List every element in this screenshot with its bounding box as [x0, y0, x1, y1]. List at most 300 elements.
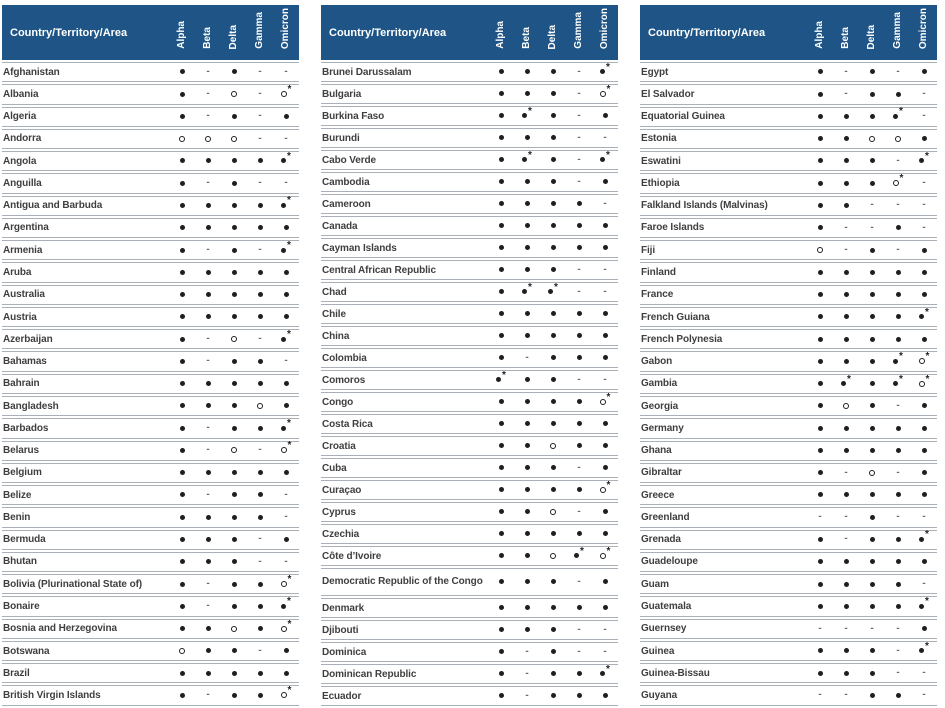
dash-icon: -: [284, 65, 288, 77]
variant-status-cell: [885, 84, 911, 104]
variant-status-symbol: [232, 376, 237, 392]
variant-status-cell: [885, 374, 911, 394]
variant-status-symbol: [818, 487, 823, 503]
variant-status-symbol: [499, 394, 504, 410]
dash-icon: -: [258, 444, 262, 456]
dash-icon: -: [206, 600, 210, 612]
variant-status-cell: [566, 598, 592, 618]
filled-dot-icon: [844, 136, 849, 141]
variant-status-symbol: [896, 509, 899, 525]
variant-status-symbol: [603, 644, 606, 660]
variant-status-cell: [833, 685, 859, 706]
country-name-cell: [640, 329, 807, 349]
variant-status-symbol: [180, 64, 185, 80]
variant-status-symbol: [844, 354, 849, 370]
filled-dot-icon: [232, 114, 237, 119]
country-column-header: Country/Territory/Area: [640, 5, 807, 60]
variant-status-symbol: [206, 643, 211, 659]
variant-status-cell: [195, 418, 221, 438]
variant-status-symbol: [522, 149, 532, 168]
variant-status-symbol: [232, 465, 237, 481]
variant-status-symbol: [206, 420, 209, 436]
variant-status-symbol: [818, 265, 823, 281]
variant-status-symbol: [281, 596, 291, 615]
variant-status-symbol: [600, 149, 610, 168]
variant-status-cell: [592, 370, 618, 390]
country-name-cell: [2, 307, 169, 327]
country-name: British Virgin Islands: [3, 690, 101, 702]
table-row: [321, 282, 618, 302]
variant-status-symbol: [869, 465, 875, 481]
filled-dot-icon: [919, 158, 924, 163]
variant-status-cell: [540, 524, 566, 544]
variant-status-cell: [911, 129, 937, 149]
country-name: French Polynesia: [641, 333, 723, 345]
filled-dot-icon: [844, 671, 849, 676]
filled-dot-icon: [499, 245, 504, 250]
variant-status-cell: [247, 218, 273, 238]
filled-dot-icon: [180, 292, 185, 297]
variant-status-cell: [540, 106, 566, 126]
variant-status-cell: [807, 574, 833, 594]
filled-dot-icon: [232, 314, 237, 319]
variant-status-cell: [859, 552, 885, 572]
dash-icon: -: [577, 645, 581, 657]
filled-dot-icon: [870, 403, 875, 408]
variant-status-cell: [540, 414, 566, 434]
variant-status-cell: [592, 598, 618, 618]
country-name: Greece: [641, 489, 675, 501]
variant-status-cell: [833, 574, 859, 594]
variant-status-cell: [488, 172, 514, 192]
variant-status-cell: [169, 84, 195, 104]
variant-status-cell: [885, 619, 911, 639]
dash-icon: -: [818, 622, 822, 634]
filled-dot-icon: [206, 470, 211, 475]
variant-status-symbol: [896, 220, 901, 236]
variant-column-header-omicron: [911, 5, 937, 60]
variant-status-symbol: [180, 198, 185, 214]
variant-status-symbol: [550, 548, 556, 564]
variant-status-symbol: [232, 420, 237, 436]
table-row: [2, 596, 299, 616]
filled-dot-icon: [499, 179, 504, 184]
variant-status-cell: [195, 351, 221, 371]
table-row: [2, 663, 299, 683]
variant-column-header-alpha: [488, 5, 514, 60]
variant-status-cell: [833, 485, 859, 505]
filled-dot-icon: [818, 559, 823, 564]
variant-status-cell: [514, 62, 540, 82]
variant-column-header-gamma: [566, 5, 592, 60]
country-name-cell: [321, 524, 488, 544]
variant-status-cell: [566, 304, 592, 324]
variant-status-cell: [833, 240, 859, 260]
variant-status-symbol: [258, 576, 263, 592]
variant-status-symbol: [284, 265, 289, 281]
open-dot-icon: [869, 136, 875, 142]
variant-status-cell: [195, 530, 221, 550]
variant-status-symbol: [180, 420, 185, 436]
variant-status-cell: [833, 351, 859, 371]
variant-status-symbol: [870, 109, 875, 125]
variant-status-symbol: [499, 108, 504, 124]
variant-status-cell: [221, 240, 247, 260]
variant-status-cell: [195, 619, 221, 639]
country-name: Central African Republic: [322, 264, 436, 276]
variant-label: Alpha: [495, 21, 506, 49]
country-name: Dominican Republic: [322, 668, 417, 680]
variant-status-cell: [592, 664, 618, 684]
variant-status-cell: [885, 441, 911, 461]
variant-status-cell: [540, 172, 566, 192]
dash-icon: -: [206, 88, 210, 100]
asterisk-mark: *: [925, 150, 929, 162]
table-row: [321, 480, 618, 500]
filled-dot-icon: [603, 443, 608, 448]
country-name-cell: [640, 196, 807, 216]
variant-status-symbol: [551, 372, 556, 388]
variant-status-cell: [540, 436, 566, 456]
variant-status-cell: [221, 62, 247, 82]
variant-status-cell: [592, 84, 618, 104]
filled-dot-icon: [180, 158, 185, 163]
variant-column-header-omicron: [273, 5, 299, 60]
table-row: [2, 507, 299, 527]
asterisk-mark: *: [899, 373, 903, 385]
variant-status-symbol: [281, 420, 291, 436]
variant-status-cell: [566, 546, 592, 566]
variant-status-cell: [885, 396, 911, 416]
filled-dot-icon: [180, 337, 185, 342]
variant-column-header-beta: [833, 5, 859, 60]
variant-status-cell: [859, 84, 885, 104]
variant-status-cell: [273, 396, 299, 416]
open-dot-icon: [231, 91, 237, 97]
open-dot-icon: [600, 399, 606, 405]
variant-status-symbol: [551, 644, 556, 660]
variant-status-symbol: [896, 242, 899, 258]
filled-dot-icon: [525, 333, 530, 338]
variant-status-cell: [859, 685, 885, 706]
variant-status-cell: [566, 150, 592, 170]
variant-status-cell: [807, 507, 833, 527]
variant-status-cell: [592, 436, 618, 456]
variant-status-cell: [195, 262, 221, 282]
dash-icon: -: [577, 373, 581, 385]
filled-dot-icon: [577, 355, 582, 360]
variant-status-symbol: [551, 174, 556, 190]
dash-icon: -: [603, 131, 607, 143]
variant-status-symbol: [818, 665, 823, 681]
table-row: [640, 173, 937, 193]
filled-dot-icon: [525, 201, 530, 206]
variant-status-symbol: [525, 350, 528, 366]
filled-dot-icon: [258, 314, 263, 319]
variant-status-cell: [911, 218, 937, 238]
filled-dot-icon: [496, 377, 501, 382]
header-row: [321, 5, 618, 60]
variant-status-symbol: [206, 465, 211, 481]
variant-status-cell: [566, 370, 592, 390]
filled-dot-icon: [818, 492, 823, 497]
variant-status-cell: [859, 396, 885, 416]
variant-status-symbol: [496, 369, 506, 388]
country-variant-table-2: [321, 3, 618, 708]
variant-label: Beta: [202, 27, 213, 49]
variant-status-cell: [273, 151, 299, 171]
variant-column-header-delta: [540, 5, 566, 60]
variant-status-symbol: [919, 596, 929, 615]
country-name-cell: [321, 502, 488, 522]
variant-status-symbol: [206, 599, 209, 615]
table-row: [640, 285, 937, 305]
filled-dot-icon: [551, 311, 556, 316]
variant-status-symbol: [844, 465, 847, 481]
dash-icon: -: [844, 511, 848, 523]
filled-dot-icon: [922, 626, 927, 631]
asterisk-mark: *: [925, 306, 929, 318]
filled-dot-icon: [922, 337, 927, 342]
filled-dot-icon: [232, 559, 237, 564]
variant-status-cell: [833, 552, 859, 572]
filled-dot-icon: [499, 91, 504, 96]
variant-status-symbol: [818, 621, 821, 637]
variant-status-symbol: [499, 152, 504, 168]
filled-dot-icon: [232, 492, 237, 497]
filled-dot-icon: [844, 158, 849, 163]
variant-status-cell: [885, 663, 911, 683]
variant-status-symbol: [870, 487, 875, 503]
variant-status-cell: [540, 686, 566, 706]
filled-dot-icon: [551, 157, 556, 162]
variant-status-cell: [540, 128, 566, 148]
filled-dot-icon: [525, 579, 530, 584]
variant-status-cell: [566, 686, 592, 706]
dash-icon: -: [258, 533, 262, 545]
variant-status-cell: [488, 260, 514, 280]
variant-status-cell: [195, 151, 221, 171]
filled-dot-icon: [258, 582, 263, 587]
variant-status-cell: [592, 524, 618, 544]
filled-dot-icon: [525, 465, 530, 470]
filled-dot-icon: [284, 314, 289, 319]
country-name-cell: [2, 151, 169, 171]
variant-status-symbol: [525, 482, 530, 498]
filled-dot-icon: [284, 671, 289, 676]
variant-status-cell: [273, 596, 299, 616]
filled-dot-icon: [577, 333, 582, 338]
variant-status-cell: [592, 216, 618, 236]
filled-dot-icon: [525, 421, 530, 426]
filled-dot-icon: [180, 314, 185, 319]
filled-dot-icon: [525, 91, 530, 96]
variant-status-cell: [247, 62, 273, 82]
variant-status-cell: [195, 173, 221, 193]
variant-status-symbol: [870, 309, 875, 325]
country-name-cell: [640, 685, 807, 706]
filled-dot-icon: [844, 181, 849, 186]
country-name-cell: [640, 530, 807, 550]
country-name: Anguilla: [3, 177, 42, 189]
variant-status-cell: [488, 62, 514, 82]
variant-status-cell: [885, 151, 911, 171]
filled-dot-icon: [232, 671, 237, 676]
filled-dot-icon: [180, 604, 185, 609]
dash-icon: -: [206, 177, 210, 189]
variant-status-symbol: [232, 487, 237, 503]
filled-dot-icon: [281, 158, 286, 163]
variant-status-symbol: [922, 265, 927, 281]
filled-dot-icon: [870, 693, 875, 698]
dash-icon: -: [577, 263, 581, 275]
dash-icon: -: [870, 622, 874, 634]
filled-dot-icon: [281, 248, 286, 253]
filled-dot-icon: [551, 179, 556, 184]
variant-status-symbol: [922, 198, 925, 214]
dash-icon: -: [603, 197, 607, 209]
variant-status-cell: [514, 348, 540, 368]
open-dot-icon: [600, 553, 606, 559]
country-variant-table-3: [640, 3, 937, 708]
variant-status-cell: [911, 463, 937, 483]
filled-dot-icon: [919, 648, 924, 653]
filled-dot-icon: [577, 487, 582, 492]
country-name-cell: [640, 151, 807, 171]
variant-status-symbol: [600, 545, 611, 564]
variant-status-cell: [514, 568, 540, 596]
filled-dot-icon: [499, 201, 504, 206]
variant-status-symbol: [603, 240, 608, 256]
variant-status-cell: [221, 262, 247, 282]
variant-status-cell: [273, 62, 299, 82]
filled-dot-icon: [180, 403, 185, 408]
variant-status-cell: [247, 574, 273, 594]
filled-dot-icon: [258, 693, 263, 698]
variant-status-symbol: [551, 416, 556, 432]
variant-status-cell: [911, 619, 937, 639]
variant-status-cell: [247, 463, 273, 483]
country-name-cell: [2, 507, 169, 527]
variant-label: Omicron: [599, 7, 610, 49]
variant-status-cell: [221, 530, 247, 550]
filled-dot-icon: [258, 225, 263, 230]
filled-dot-icon: [603, 465, 608, 470]
variant-status-cell: [273, 173, 299, 193]
variant-status-symbol: [896, 331, 901, 347]
variant-status-cell: [592, 238, 618, 258]
variant-status-cell: [833, 396, 859, 416]
variant-status-cell: [911, 84, 937, 104]
variant-status-cell: [195, 596, 221, 616]
variant-status-cell: [833, 307, 859, 327]
country-name: Gabon: [641, 356, 673, 368]
filled-dot-icon: [232, 426, 237, 431]
variant-status-cell: [859, 351, 885, 371]
filled-dot-icon: [603, 579, 608, 584]
country-name: France: [641, 289, 674, 301]
filled-dot-icon: [258, 359, 263, 364]
filled-dot-icon: [577, 693, 582, 698]
variant-status-symbol: [258, 331, 261, 347]
country-name: Côte d’Ivoire: [322, 550, 382, 562]
variant-status-symbol: [577, 130, 580, 146]
filled-dot-icon: [844, 426, 849, 431]
dash-icon: -: [525, 645, 529, 657]
filled-dot-icon: [844, 359, 849, 364]
variant-status-cell: [911, 396, 937, 416]
filled-dot-icon: [870, 559, 875, 564]
table-row: [640, 374, 937, 394]
variant-status-symbol: [499, 240, 504, 256]
variant-status-cell: [169, 418, 195, 438]
variant-status-symbol: [922, 398, 927, 414]
filled-dot-icon: [896, 225, 901, 230]
variant-status-cell: [540, 392, 566, 412]
asterisk-mark: *: [899, 173, 904, 185]
dash-icon: -: [258, 644, 262, 656]
variant-status-symbol: [258, 509, 263, 525]
country-name: Afghanistan: [3, 66, 60, 78]
filled-dot-icon: [180, 114, 185, 119]
variant-status-cell: [807, 240, 833, 260]
dash-icon: -: [896, 244, 900, 256]
filled-dot-icon: [206, 648, 211, 653]
variant-status-cell: [247, 151, 273, 171]
variant-status-cell: [488, 326, 514, 346]
asterisk-mark: *: [606, 545, 611, 557]
variant-status-symbol: [206, 532, 211, 548]
variant-status-symbol: [551, 86, 556, 102]
variant-status-symbol: [922, 443, 927, 459]
filled-dot-icon: [922, 403, 927, 408]
table-row: [640, 641, 937, 661]
country-name-cell: [2, 329, 169, 349]
variant-status-cell: [566, 392, 592, 412]
variant-status-cell: [488, 216, 514, 236]
table-row: [321, 370, 618, 390]
country-name-cell: [321, 348, 488, 368]
country-name-cell: [2, 107, 169, 127]
filled-dot-icon: [844, 492, 849, 497]
variant-status-cell: [833, 463, 859, 483]
variant-status-cell: [911, 596, 937, 616]
table-row: [2, 285, 299, 305]
filled-dot-icon: [844, 203, 849, 208]
dash-icon: -: [577, 175, 581, 187]
variant-status-symbol: [499, 262, 504, 278]
variant-status-symbol: [922, 688, 925, 704]
variant-status-cell: [221, 485, 247, 505]
filled-dot-icon: [844, 314, 849, 319]
filled-dot-icon: [818, 136, 823, 141]
filled-dot-icon: [870, 114, 875, 119]
dash-icon: -: [284, 177, 288, 189]
variant-status-symbol: [577, 196, 582, 212]
variant-status-symbol: [258, 309, 263, 325]
variant-status-symbol: [551, 460, 556, 476]
country-name-cell: [321, 598, 488, 618]
variant-status-cell: [488, 392, 514, 412]
variant-status-cell: [514, 150, 540, 170]
filled-dot-icon: [180, 203, 185, 208]
open-dot-icon: [281, 692, 287, 698]
filled-dot-icon: [258, 381, 263, 386]
variant-status-symbol: [525, 644, 528, 660]
filled-dot-icon: [551, 671, 556, 676]
country-name-cell: [2, 530, 169, 550]
filled-dot-icon: [258, 158, 263, 163]
